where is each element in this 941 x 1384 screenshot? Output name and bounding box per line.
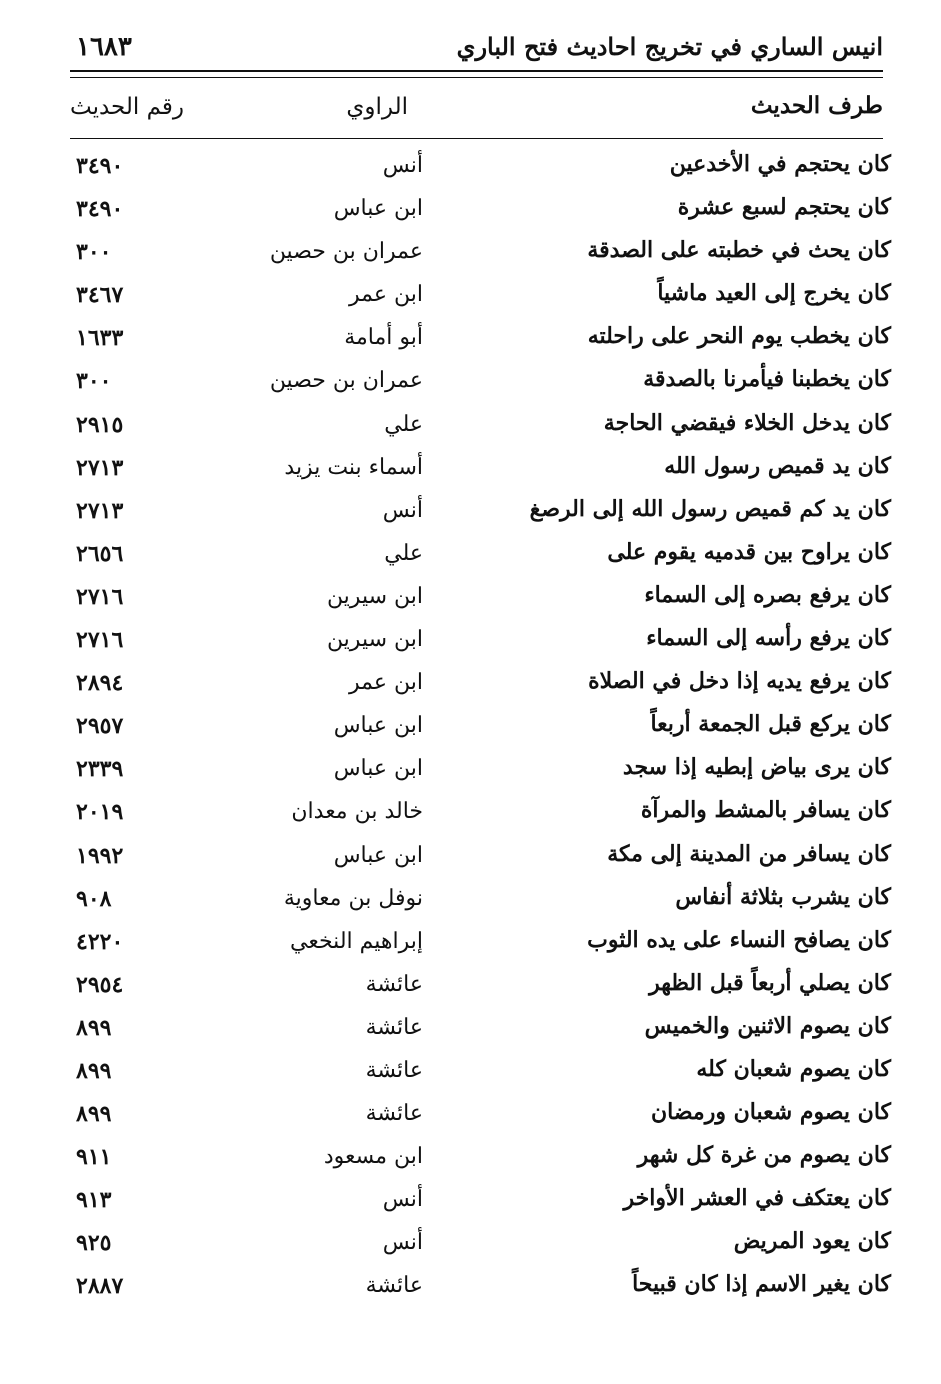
- table-row: [70, 317, 891, 360]
- hadith-number: ٢٦٥٦: [76, 540, 124, 567]
- page-number: ١٦٨٣: [76, 32, 132, 62]
- hadith-number: ٨٩٩: [76, 1014, 112, 1041]
- table-row: [70, 490, 891, 533]
- hadith-text: كان يرى بياض إبطيه إذا سجد: [622, 754, 891, 781]
- hadith-number: ٢٧١٦: [76, 627, 124, 654]
- hadith-text: كان يرفع بصره إلى السماء: [644, 581, 891, 608]
- table-row: [70, 1050, 891, 1093]
- hadith-text: كان يصوم شعبان ورمضان: [650, 1099, 891, 1126]
- header-double-rule: [70, 70, 883, 78]
- hadith-number: ٢٩١٥: [76, 411, 124, 438]
- table-row: [70, 1179, 891, 1222]
- hadith-text: كان يحث في خطبته على الصدقة: [587, 237, 891, 264]
- narrator: ابن عباس: [333, 196, 423, 222]
- narrator: ابن سيرين: [326, 627, 423, 653]
- hadith-number: ٤٢٢٠: [76, 928, 124, 955]
- narrator: علي: [384, 411, 423, 437]
- hadith-number: ٩١١: [76, 1144, 112, 1171]
- narrator: علي: [384, 540, 423, 566]
- hadith-number: ٢٩٥٤: [76, 971, 124, 998]
- hadith-index-table: [70, 145, 891, 1309]
- hadith-text: كان يصلي أربعاً قبل الظهر: [649, 969, 891, 996]
- narrator: ابن عمر: [349, 670, 423, 696]
- narrator: أبو أمامة: [344, 325, 423, 351]
- hadith-text: كان يشرب بثلاثة أنفاس: [675, 883, 891, 910]
- hadith-number: ٣٤٩٠: [76, 196, 124, 223]
- narrator: نوفل بن معاوية: [283, 885, 423, 911]
- column-headers: [70, 88, 883, 128]
- hadith-number: ٢٩٥٧: [76, 713, 124, 740]
- hadith-text: كان يغير الاسم إذا كان قبيحاً: [632, 1271, 891, 1298]
- table-row: [70, 835, 891, 878]
- hadith-number: ٢٠١٩: [76, 799, 124, 826]
- hadith-text: كان يصافح النساء على يده الثوب: [587, 926, 891, 953]
- table-row: [70, 1265, 891, 1308]
- narrator: ابن عباس: [333, 756, 423, 782]
- narrator: عائشة: [365, 1273, 423, 1299]
- hadith-text: كان يرفع يديه إذا دخل في الصلاة: [588, 668, 891, 695]
- narrator: أنس: [382, 1230, 423, 1256]
- hadith-text: كان يسافر بالمشط والمرآة: [640, 797, 891, 824]
- narrator: عائشة: [365, 971, 423, 997]
- table-row: [70, 705, 891, 748]
- table-row: [70, 274, 891, 317]
- column-header-narrator: الراوي: [346, 94, 408, 120]
- hadith-number: ٣٤٩٠: [76, 153, 124, 179]
- hadith-text: كان يصوم شعبان كله: [696, 1055, 891, 1082]
- narrator: عائشة: [365, 1101, 423, 1127]
- hadith-number: ٢٧١٦: [76, 583, 124, 610]
- table-row: [70, 1136, 891, 1179]
- hadith-number: ٨٩٩: [76, 1057, 112, 1084]
- hadith-number: ٣٤٦٧: [76, 282, 124, 309]
- table-row: [70, 1007, 891, 1050]
- narrator: ابن سيرين: [326, 583, 423, 609]
- hadith-number: ٩٢٥: [76, 1230, 112, 1257]
- table-row: [70, 404, 891, 447]
- hadith-text: كان يد كم قميص رسول الله إلى الرصغ: [529, 495, 891, 522]
- hadith-text: كان يخرج إلى العيد ماشياً: [657, 280, 891, 307]
- hadith-number: ٩٠٨: [76, 885, 112, 912]
- table-row: [70, 1222, 891, 1265]
- table-row: [70, 188, 891, 231]
- narrator: عمران بن حصين: [269, 239, 423, 265]
- hadith-text: كان يدخل الخلاء فيقضي الحاجة: [603, 409, 891, 436]
- hadith-text: كان يحتجم في الأخدعين: [669, 151, 891, 177]
- narrator: ابن عباس: [333, 842, 423, 868]
- hadith-number: ٢٧١٣: [76, 454, 124, 481]
- table-row: [70, 1093, 891, 1136]
- hadith-text: كان يسافر من المدينة إلى مكة: [607, 840, 891, 867]
- narrator: ابن عباس: [333, 713, 423, 739]
- narrator: عائشة: [365, 1014, 423, 1040]
- hadith-number: ١٦٣٣: [76, 325, 124, 352]
- hadith-number: ٢٣٣٩: [76, 756, 124, 783]
- narrator: أنس: [382, 1187, 423, 1213]
- hadith-text: كان يحتجم لسبع عشرة: [677, 194, 891, 221]
- narrator: ابن مسعود: [323, 1144, 423, 1170]
- running-header: [70, 26, 883, 70]
- hadith-text: كان يصوم الاثنين والخميس: [644, 1012, 891, 1039]
- table-row: [70, 231, 891, 274]
- hadith-text: كان يعتكف في العشر الأواخر: [623, 1185, 891, 1212]
- narrator: ابن عمر: [349, 282, 423, 308]
- hadith-text: كان يعود المريض: [733, 1228, 891, 1255]
- column-header-rule: [70, 138, 883, 139]
- hadith-number: ٣٠٠: [76, 368, 112, 395]
- narrator: أسماء بنت يزيد: [284, 454, 423, 480]
- table-row: [70, 748, 891, 791]
- hadith-text: كان يركع قبل الجمعة أربعاً: [650, 711, 891, 738]
- table-row: [70, 447, 891, 490]
- hadith-number: ١٩٩٢: [76, 842, 124, 869]
- hadith-text: كان يراوح بين قدميه يقوم على: [607, 538, 891, 565]
- narrator: عائشة: [365, 1057, 423, 1083]
- hadith-number: ٩١٣: [76, 1187, 112, 1214]
- hadith-number: ٣٠٠: [76, 239, 112, 266]
- hadith-text: كان يد قميص رسول الله: [664, 452, 891, 479]
- hadith-text: كان يخطب يوم النحر على راحلته: [587, 323, 891, 350]
- hadith-text: كان يرفع رأسه إلى السماء: [646, 625, 891, 652]
- table-row: [70, 878, 891, 921]
- table-row: [70, 964, 891, 1007]
- table-row: [70, 533, 891, 576]
- book-title: انيس الساري في تخريج احاديث فتح الباري: [456, 32, 883, 61]
- hadith-number: ٢٨٩٤: [76, 670, 124, 697]
- narrator: خالد بن معدان: [291, 799, 423, 825]
- narrator: عمران بن حصين: [269, 368, 423, 394]
- table-row: [70, 662, 891, 705]
- hadith-text: كان يصوم من غرة كل شهر: [637, 1142, 891, 1169]
- table-row: [70, 576, 891, 619]
- narrator: أنس: [382, 153, 423, 178]
- column-header-hadith-text: طرف الحديث: [750, 92, 883, 119]
- hadith-number: ٢٨٨٧: [76, 1273, 124, 1300]
- column-header-hadith-number: رقم الحديث: [70, 94, 185, 120]
- table-row: [70, 619, 891, 662]
- hadith-text: كان يخطبنا فيأمرنا بالصدقة: [643, 366, 891, 393]
- hadith-number: ٢٧١٣: [76, 497, 124, 524]
- table-row: [70, 360, 891, 403]
- table-row: [70, 921, 891, 964]
- table-row: [70, 791, 891, 834]
- hadith-number: ٨٩٩: [76, 1101, 112, 1128]
- narrator: إبراهيم النخعي: [290, 928, 423, 954]
- table-row: [70, 145, 891, 188]
- narrator: أنس: [382, 497, 423, 523]
